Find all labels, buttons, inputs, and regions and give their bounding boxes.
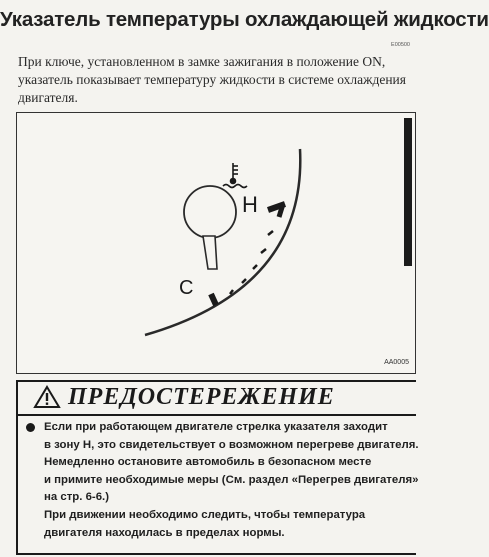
warning-line: Немедленно остановите автомобиль в безопасном месте xyxy=(44,456,372,469)
gauge-illustration xyxy=(16,112,416,374)
warning-triangle-icon xyxy=(34,386,60,408)
warning-title: ПРЕДОСТЕРЕЖЕНИЕ xyxy=(68,384,335,410)
scale-tick xyxy=(242,279,246,283)
section-title: Указатель температуры охлаждающей жидкости xyxy=(0,8,489,31)
scale-tick xyxy=(261,249,266,253)
intro-line: указатель показывает температуру жидкости в системе охлаждения xyxy=(18,72,406,87)
warning-line: на стр. 6-6.) xyxy=(44,491,110,504)
gauge-drawing xyxy=(17,113,417,375)
warning-line: и примите необходимые меры (См. раздел «Перегрев двигателя» xyxy=(44,473,419,486)
warning-header xyxy=(18,382,416,416)
cold-zone-mark xyxy=(211,294,216,305)
warning-line: Если при работающем двигателе стрелка указателя заходит xyxy=(44,421,388,433)
intro-line: При ключе, установленном в замке зажигания в положение ON, xyxy=(18,54,386,69)
section-code: E00500 xyxy=(391,42,410,48)
hot-label: H xyxy=(242,192,258,217)
cold-label: C xyxy=(179,277,194,299)
intro-line: двигателя. xyxy=(18,90,78,105)
bullet-icon xyxy=(26,423,35,432)
warning-box xyxy=(16,380,419,555)
page-edge-tab xyxy=(404,118,412,266)
warning-line: в зону H, это свидетельствует о возможном перегреве двигателя. xyxy=(44,438,419,451)
gauge-needle xyxy=(203,236,217,269)
scale-tick xyxy=(253,265,257,269)
coolant-temperature-icon xyxy=(223,163,247,188)
figure-code: AA0005 xyxy=(384,359,409,366)
scale-tick xyxy=(268,231,273,235)
needle-pivot xyxy=(184,186,236,238)
warning-line: двигателя находилась в пределах нормы. xyxy=(44,526,285,539)
warning-line: При движении необходимо следить, чтобы температура xyxy=(44,509,366,521)
gauge-dial-arc xyxy=(145,149,300,335)
intro-paragraph xyxy=(18,53,412,107)
